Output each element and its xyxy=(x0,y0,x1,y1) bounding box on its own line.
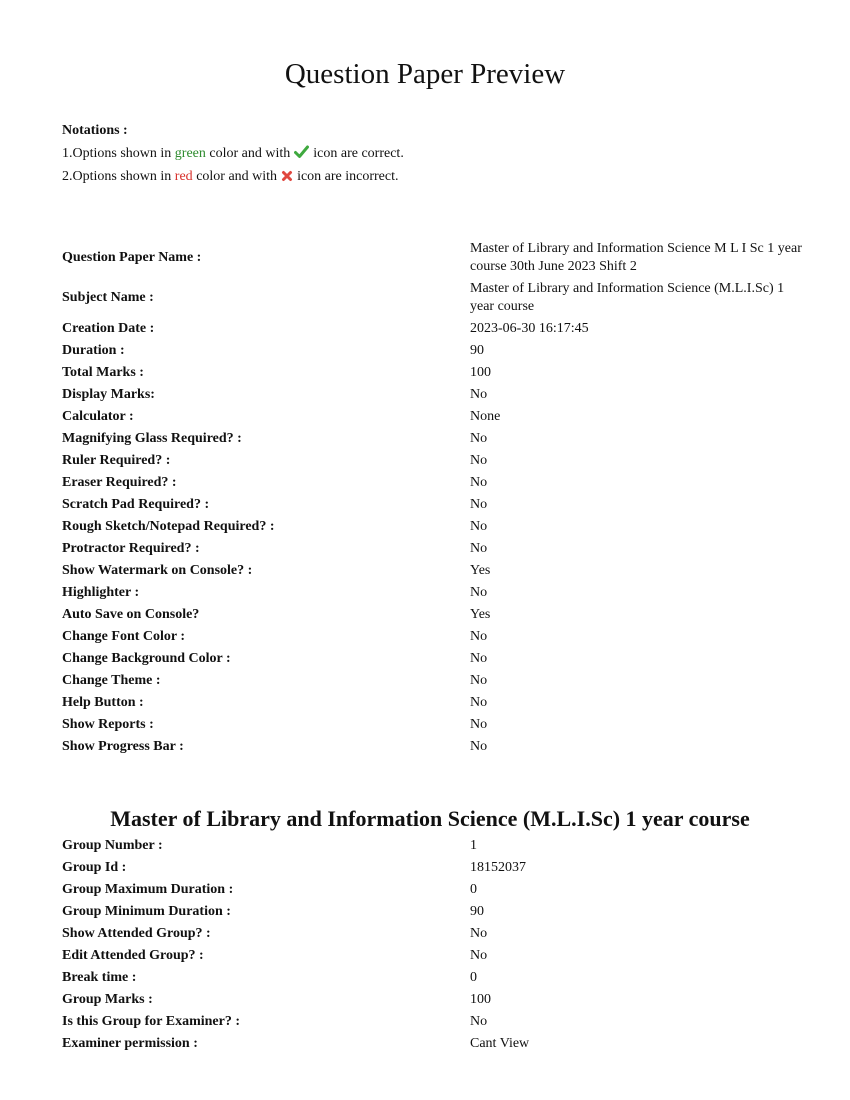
info-row-watermark xyxy=(62,560,802,582)
notation-red-word: red xyxy=(174,169,193,184)
info-value: No xyxy=(470,431,488,446)
info-value: 100 xyxy=(470,365,491,380)
info-label: Rough Sketch/Notepad Required? : xyxy=(62,519,275,534)
group-row-show-attended xyxy=(62,923,802,945)
notation-correct-middle: color and with xyxy=(209,146,291,161)
info-row-magnifying-glass xyxy=(62,428,802,450)
group-label: Break time : xyxy=(62,970,137,985)
group-label: Group Number : xyxy=(62,838,163,853)
info-row-help-button xyxy=(62,692,802,714)
group-info-table xyxy=(62,835,802,1055)
info-label: Total Marks : xyxy=(62,365,144,380)
group-label: Group Maximum Duration : xyxy=(62,882,234,897)
group-row-break-time xyxy=(62,967,802,989)
group-value: 1 xyxy=(470,838,477,853)
info-value: No xyxy=(470,541,488,556)
info-label: Duration : xyxy=(62,343,125,358)
notations-section xyxy=(62,121,762,189)
info-row-background-color xyxy=(62,648,802,670)
group-label: Is this Group for Examiner? : xyxy=(62,1014,240,1029)
info-value: No xyxy=(470,739,488,754)
info-value: No xyxy=(470,453,488,468)
group-value: No xyxy=(470,926,488,941)
info-value: 90 xyxy=(470,343,484,358)
info-label: Calculator : xyxy=(62,409,134,424)
info-label: Change Theme : xyxy=(62,673,161,688)
info-value: No xyxy=(470,629,488,644)
group-value: No xyxy=(470,948,488,963)
group-value: 90 xyxy=(470,904,484,919)
notation-incorrect xyxy=(62,166,762,189)
cross-icon xyxy=(281,168,293,190)
info-row-duration xyxy=(62,340,802,362)
info-label: Protractor Required? : xyxy=(62,541,200,556)
info-row-rough-sketch xyxy=(62,516,802,538)
page-title: Question Paper Preview xyxy=(284,58,566,90)
group-value: No xyxy=(470,1014,488,1029)
info-label: Eraser Required? : xyxy=(62,475,177,490)
info-value: No xyxy=(470,497,488,512)
notation-green-word: green xyxy=(174,146,206,161)
info-label: Help Button : xyxy=(62,695,144,710)
info-label: Question Paper Name : xyxy=(62,250,202,265)
info-value: No xyxy=(470,585,488,600)
info-row-creation-date xyxy=(62,318,802,340)
notation-incorrect-prefix: 2.Options shown in xyxy=(62,169,172,184)
info-row-highlighter xyxy=(62,582,802,604)
info-row-scratch-pad xyxy=(62,494,802,516)
group-value: 18152037 xyxy=(470,860,526,875)
info-value: No xyxy=(470,673,488,688)
info-value: No xyxy=(470,651,488,666)
group-label: Show Attended Group? : xyxy=(62,926,211,941)
group-value: 100 xyxy=(470,992,491,1007)
info-value: None xyxy=(470,409,501,424)
info-row-reports xyxy=(62,714,802,736)
info-row-ruler xyxy=(62,450,802,472)
info-label: Creation Date : xyxy=(62,321,155,336)
group-row-examiner-permission xyxy=(62,1033,802,1055)
group-value: Cant View xyxy=(470,1036,530,1051)
info-value: Yes xyxy=(470,607,491,622)
group-value: 0 xyxy=(470,970,477,985)
notation-correct-suffix: icon are correct. xyxy=(313,146,404,161)
info-row-font-color xyxy=(62,626,802,648)
group-label: Edit Attended Group? : xyxy=(62,948,204,963)
info-value: Master of Library and Information Science (M.L.I.Sc) 1 year course xyxy=(470,281,785,314)
info-row-protractor xyxy=(62,538,802,560)
info-value: No xyxy=(470,695,488,710)
group-row-for-examiner xyxy=(62,1011,802,1033)
info-label: Magnifying Glass Required? : xyxy=(62,431,242,446)
info-label: Scratch Pad Required? : xyxy=(62,497,210,512)
info-value: 2023-06-30 16:17:45 xyxy=(470,321,589,336)
info-label: Show Reports : xyxy=(62,717,154,732)
section-title: Master of Library and Information Science (M.L.I.Sc) 1 year course xyxy=(110,806,750,831)
info-value: No xyxy=(470,475,488,490)
group-row-number xyxy=(62,835,802,857)
info-value: No xyxy=(470,519,488,534)
info-row-subject-name xyxy=(62,278,802,318)
info-row-calculator xyxy=(62,406,802,428)
info-label: Change Background Color : xyxy=(62,651,231,666)
notation-correct-prefix: 1.Options shown in xyxy=(62,146,172,161)
info-value: Master of Library and Information Science M L I Sc 1 year course 30th June 2023 Shift 2 xyxy=(470,241,802,274)
group-row-edit-attended xyxy=(62,945,802,967)
group-label: Group Id : xyxy=(62,860,127,875)
info-row-total-marks xyxy=(62,362,802,384)
info-row-auto-save xyxy=(62,604,802,626)
info-label: Ruler Required? : xyxy=(62,453,171,468)
info-value: No xyxy=(470,717,488,732)
info-label: Highlighter : xyxy=(62,585,140,600)
info-label: Show Watermark on Console? : xyxy=(62,563,253,578)
notation-incorrect-suffix: icon are incorrect. xyxy=(297,169,399,184)
group-row-min-duration xyxy=(62,901,802,923)
info-row-theme xyxy=(62,670,802,692)
info-value: No xyxy=(470,387,488,402)
group-row-id xyxy=(62,857,802,879)
group-label: Group Marks : xyxy=(62,992,153,1007)
info-label: Subject Name : xyxy=(62,290,154,305)
info-label: Display Marks: xyxy=(62,387,155,402)
info-label: Auto Save on Console? xyxy=(62,607,200,622)
notation-incorrect-middle: color and with xyxy=(196,169,278,184)
info-value: Yes xyxy=(470,563,491,578)
check-icon xyxy=(294,145,309,167)
info-label: Change Font Color : xyxy=(62,629,186,644)
paper-info-table xyxy=(62,238,802,758)
group-label: Examiner permission : xyxy=(62,1036,198,1051)
group-row-marks xyxy=(62,989,802,1011)
group-row-max-duration xyxy=(62,879,802,901)
group-label: Group Minimum Duration : xyxy=(62,904,231,919)
info-row-progress-bar xyxy=(62,736,802,758)
group-value: 0 xyxy=(470,882,477,897)
info-row-display-marks xyxy=(62,384,802,406)
notations-heading: Notations : xyxy=(62,123,128,138)
notation-correct xyxy=(62,143,762,166)
info-label: Show Progress Bar : xyxy=(62,739,184,754)
info-row-question-paper-name xyxy=(62,238,802,278)
info-row-eraser xyxy=(62,472,802,494)
